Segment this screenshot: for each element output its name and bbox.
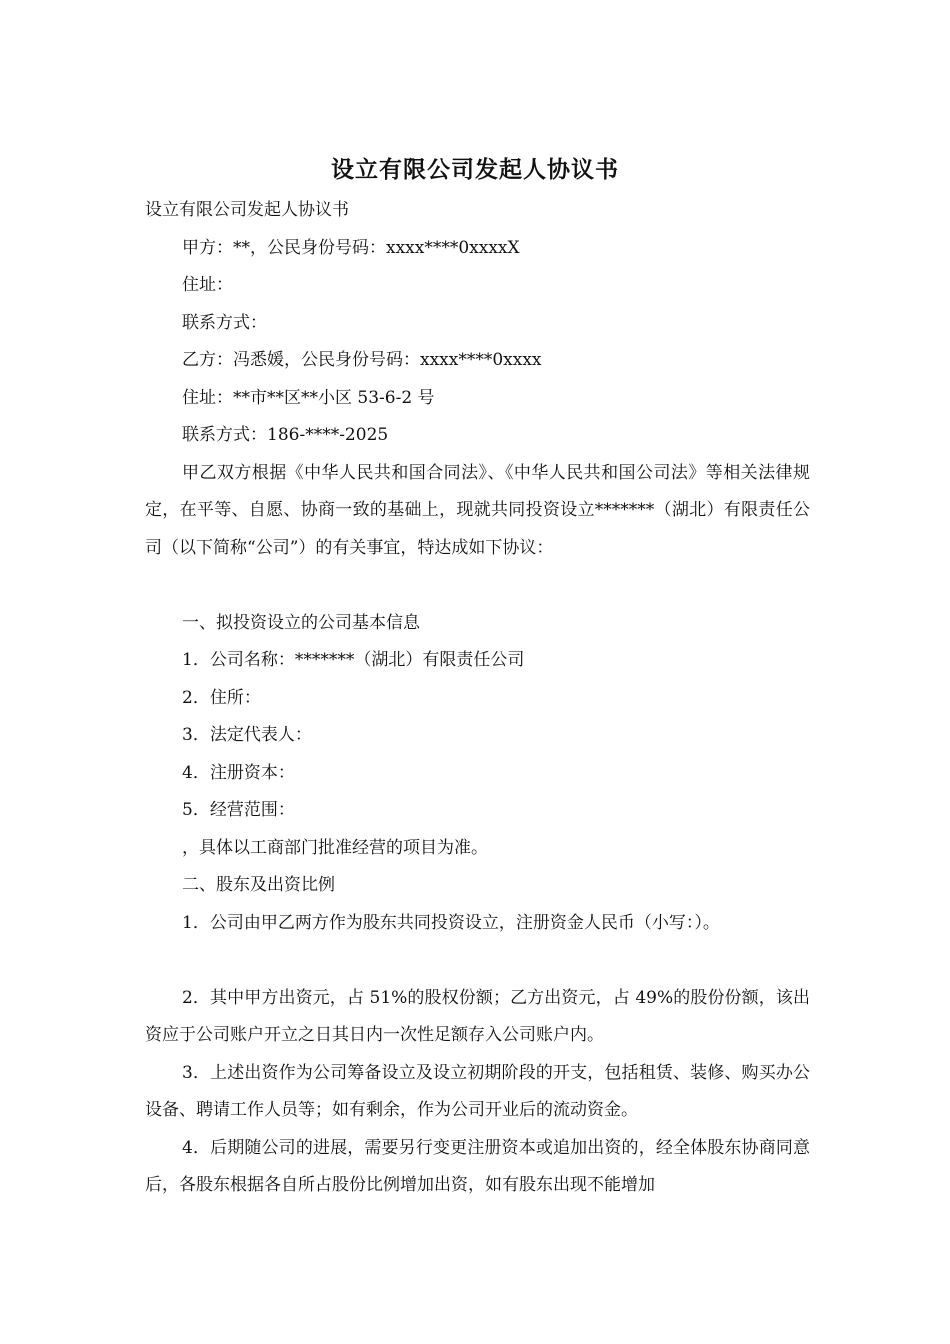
party-b-address: 住址：**市**区**小区 53-6-2 号 xyxy=(182,387,435,408)
party-a-contact: 联系方式： xyxy=(182,312,267,333)
section-1-item: 1．公司名称：*******（湖北）有限责任公司 xyxy=(182,650,525,670)
document-body xyxy=(145,192,810,1205)
section-1-item: 5．经营范围： xyxy=(182,800,295,820)
section-1-heading: 一、拟投资设立的公司基本信息 xyxy=(182,612,420,633)
section-1-item: 3．法定代表人： xyxy=(182,725,312,745)
party-a-line: 甲方：**，公民身份号码：xxxx****0xxxxX xyxy=(182,237,520,258)
section-1-note: ，具体以工商部门批准经营的项目为准。 xyxy=(182,837,488,858)
blank-line xyxy=(145,942,810,980)
section-2-item-4: 4．后期随公司的进展，需要另行变更注册资本或追加出资的，经全体股东协商同意后，各股东根据各自所占股份比例增加出资，如有股东出现不能增加 xyxy=(145,1137,810,1195)
party-a-address: 住址： xyxy=(182,275,233,295)
party-b-line: 乙方：冯悉媛，公民身份号码：xxxx****0xxxx xyxy=(182,350,542,370)
document-subtitle: 设立有限公司发起人协议书 xyxy=(145,200,349,220)
section-2-item-1: 1．公司由甲乙两方作为股东共同投资设立，注册资金人民币（小写：）。 xyxy=(182,912,720,933)
section-2-item-2: 2．其中甲方出资元，占 51%的股权份额；乙方出资元，占 49%的股份份额，该出资应于公司账户开立之日其日内一次性足额存入公司账户内。 xyxy=(145,987,810,1045)
document-title: 设立有限公司发起人协议书 xyxy=(331,156,619,183)
blank-line xyxy=(145,567,810,605)
section-2-item-3: 3．上述出资作为公司筹备设立及设立初期阶段的开支，包括租赁、装修、购买办公设备、聘请工作人员等；如有剩余，作为公司开业后的流动资金。 xyxy=(145,1062,810,1120)
section-1-item: 4．注册资本： xyxy=(182,762,295,783)
section-2-heading: 二、股东及出资比例 xyxy=(182,875,335,895)
party-b-contact: 联系方式：186-****-2025 xyxy=(182,425,389,445)
section-1-item: 2．住所： xyxy=(182,687,261,708)
preamble-paragraph: 甲乙双方根据《中华人民共和国合同法》、《中华人民共和国公司法》等相关法律规定，在平等、自愿、协商一致的基础上，现就共同投资设立*******（湖北）有限责任公司（以下简称“公司”）的有关事宜，特达成如下协议： xyxy=(145,462,810,558)
